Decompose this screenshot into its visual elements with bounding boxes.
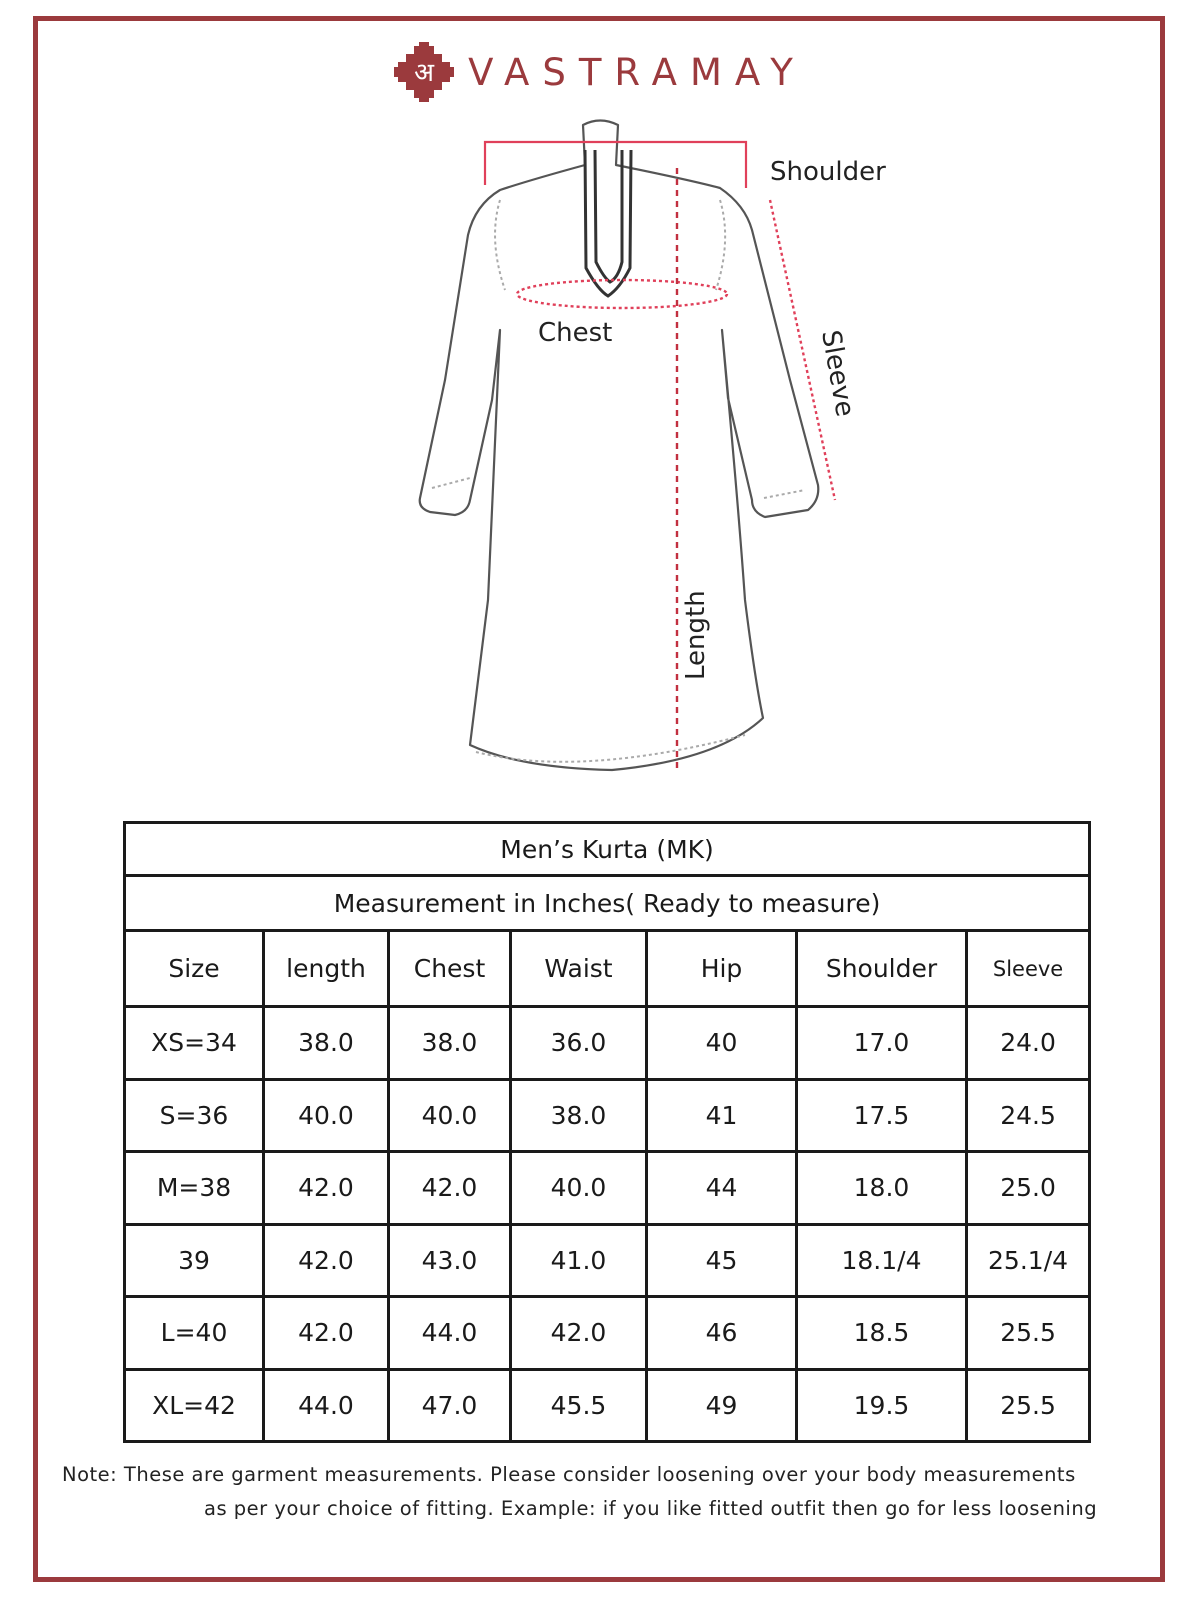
note-line-1: Note: These are garment measurements. Please consider loosening over your body measurements xyxy=(62,1463,1076,1486)
cell-hip: 40 xyxy=(647,1007,797,1080)
cell-shoulder: 18.0 xyxy=(797,1152,967,1225)
cell-waist: 42.0 xyxy=(511,1297,647,1370)
cell-length: 42.0 xyxy=(264,1152,389,1225)
cell-sleeve: 24.0 xyxy=(967,1007,1090,1080)
cell-shoulder: 17.0 xyxy=(797,1007,967,1080)
cell-hip: 49 xyxy=(647,1369,797,1442)
size-chart-table xyxy=(123,821,1091,1443)
cell-hip: 46 xyxy=(647,1297,797,1370)
cell-size: XS=34 xyxy=(125,1007,264,1080)
cell-sleeve: 24.5 xyxy=(967,1079,1090,1152)
cell-chest: 43.0 xyxy=(389,1224,511,1297)
brand-logo-icon xyxy=(394,42,454,102)
cell-waist: 40.0 xyxy=(511,1152,647,1225)
table-row xyxy=(125,1369,1090,1442)
header-sleeve: Sleeve xyxy=(967,931,1090,1007)
shoulder-label: Shoulder xyxy=(770,157,886,187)
cell-sleeve: 25.0 xyxy=(967,1152,1090,1225)
cell-shoulder: 19.5 xyxy=(797,1369,967,1442)
cell-sleeve: 25.1/4 xyxy=(967,1224,1090,1297)
table-title: Men’s Kurta (MK) xyxy=(125,823,1090,876)
chest-label: Chest xyxy=(538,318,613,348)
header-length: length xyxy=(264,931,389,1007)
kurta-measurement-diagram xyxy=(400,108,920,788)
measurement-note xyxy=(62,1458,1142,1526)
cell-shoulder: 18.1/4 xyxy=(797,1224,967,1297)
cell-size: M=38 xyxy=(125,1152,264,1225)
cell-length: 42.0 xyxy=(264,1224,389,1297)
cell-hip: 41 xyxy=(647,1079,797,1152)
table-row xyxy=(125,1224,1090,1297)
table-row xyxy=(125,1297,1090,1370)
table-row xyxy=(125,1007,1090,1080)
header-shoulder: Shoulder xyxy=(797,931,967,1007)
cell-size: XL=42 xyxy=(125,1369,264,1442)
brand-header xyxy=(0,42,1200,102)
cell-chest: 40.0 xyxy=(389,1079,511,1152)
kurta-body-outline xyxy=(420,121,819,771)
cell-chest: 44.0 xyxy=(389,1297,511,1370)
header-hip: Hip xyxy=(647,931,797,1007)
cell-waist: 45.5 xyxy=(511,1369,647,1442)
cell-size: L=40 xyxy=(125,1297,264,1370)
table-row xyxy=(125,1152,1090,1225)
cell-waist: 41.0 xyxy=(511,1224,647,1297)
cell-hip: 45 xyxy=(647,1224,797,1297)
cell-length: 42.0 xyxy=(264,1297,389,1370)
cell-waist: 36.0 xyxy=(511,1007,647,1080)
cell-waist: 38.0 xyxy=(511,1079,647,1152)
cell-length: 40.0 xyxy=(264,1079,389,1152)
cell-chest: 47.0 xyxy=(389,1369,511,1442)
cell-length: 38.0 xyxy=(264,1007,389,1080)
cell-sleeve: 25.5 xyxy=(967,1369,1090,1442)
header-chest: Chest xyxy=(389,931,511,1007)
table-row xyxy=(125,1079,1090,1152)
cell-shoulder: 18.5 xyxy=(797,1297,967,1370)
header-size: Size xyxy=(125,931,264,1007)
table-header-row xyxy=(125,931,1090,1007)
cell-chest: 38.0 xyxy=(389,1007,511,1080)
header-waist: Waist xyxy=(511,931,647,1007)
cell-chest: 42.0 xyxy=(389,1152,511,1225)
cell-size: S=36 xyxy=(125,1079,264,1152)
cell-size: 39 xyxy=(125,1224,264,1297)
cell-sleeve: 25.5 xyxy=(967,1297,1090,1370)
sleeve-label: Sleeve xyxy=(815,328,860,420)
length-label: Length xyxy=(681,590,711,680)
cell-hip: 44 xyxy=(647,1152,797,1225)
brand-name: VASTRAMAY xyxy=(468,50,806,94)
cell-shoulder: 17.5 xyxy=(797,1079,967,1152)
brand-logo-glyph: अ xyxy=(414,58,435,88)
cell-length: 44.0 xyxy=(264,1369,389,1442)
table-subtitle: Measurement in Inches( Ready to measure) xyxy=(125,876,1090,931)
note-line-2: as per your choice of fitting. Example: if you like fitted outfit then go for less loosening xyxy=(204,1497,1098,1520)
